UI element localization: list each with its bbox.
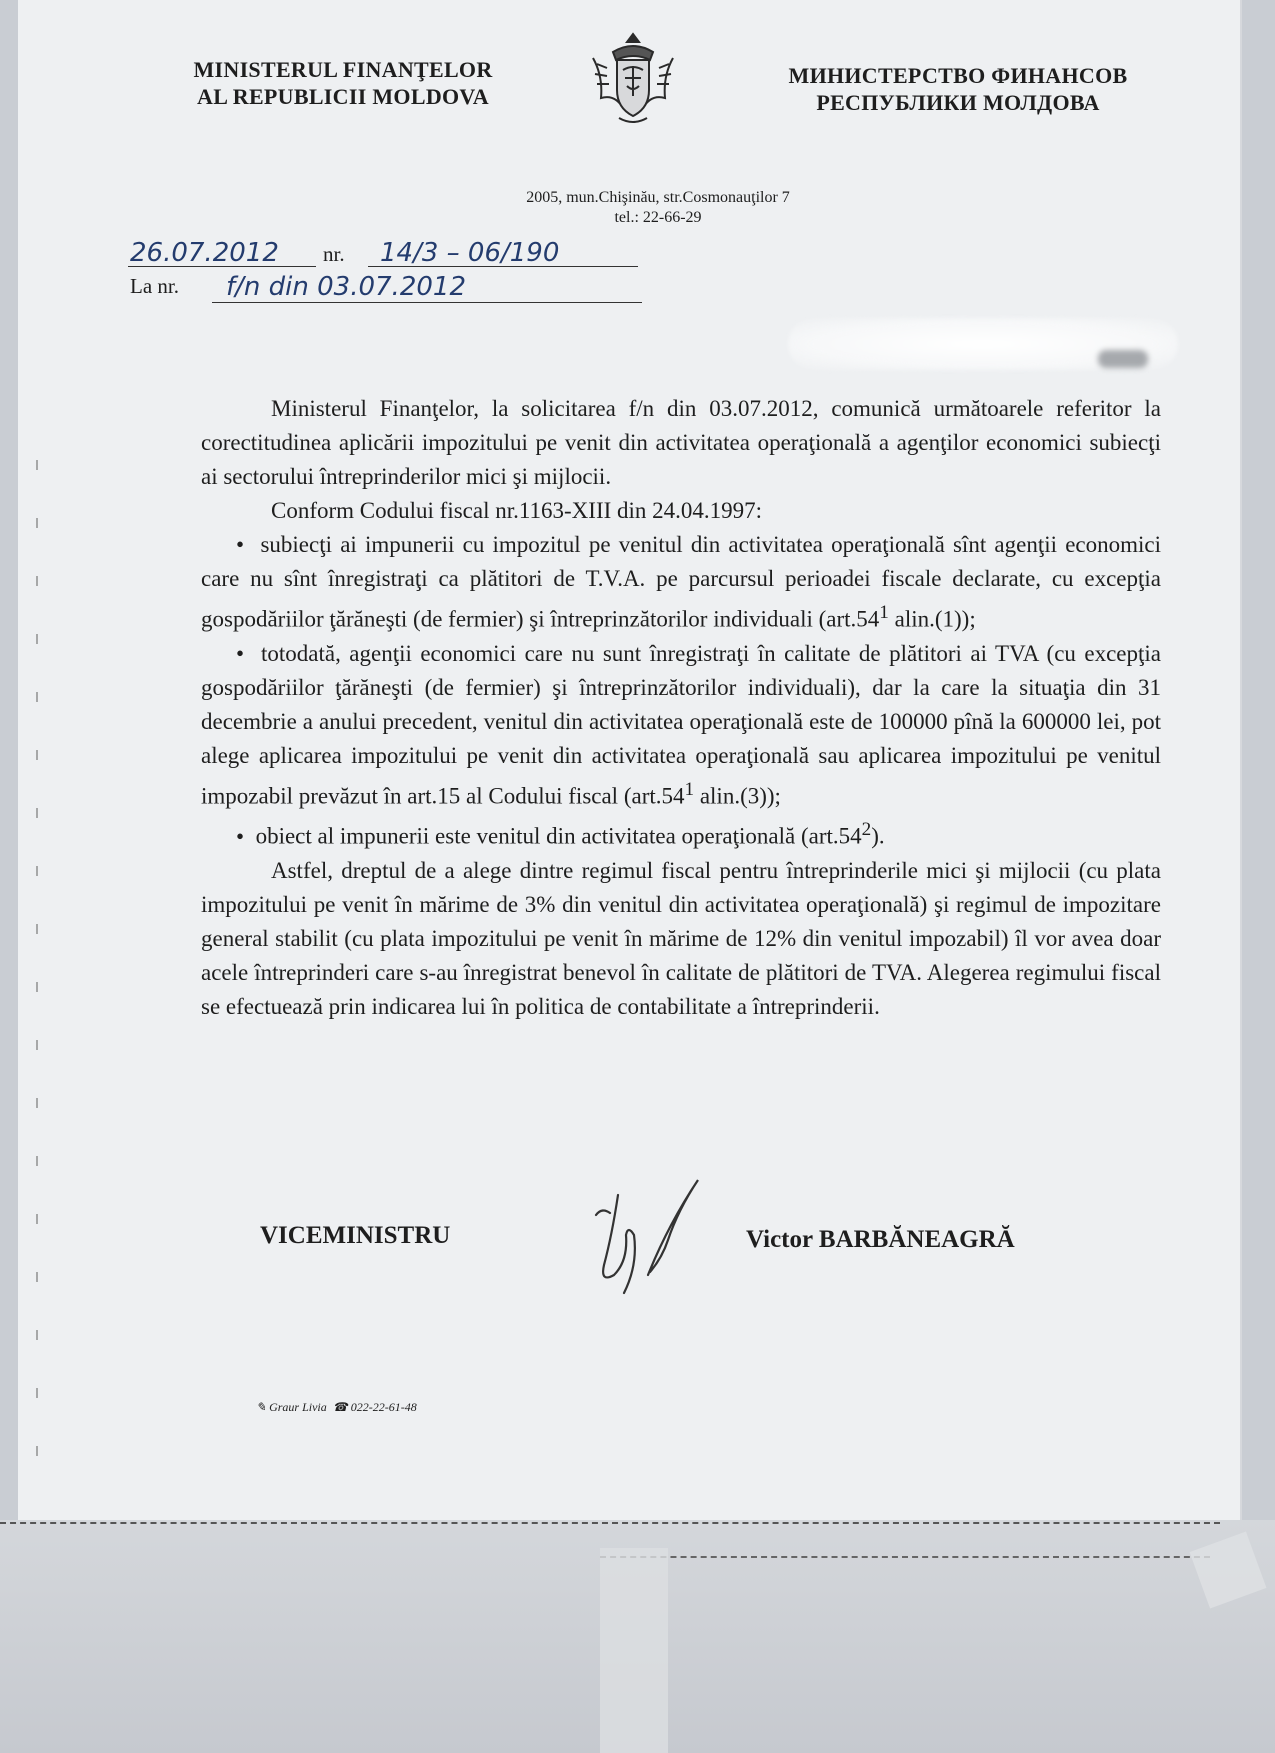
nr-label: nr. [323,242,345,266]
header-ro-line1: MINISTERUL FINANŢELOR [193,57,493,82]
bullet-3-end: ). [871,823,885,849]
number-underline [368,266,638,267]
executor-name: Graur Livia [269,1400,327,1414]
header-romanian [163,56,523,110]
header-ru-line2: РЕСПУБЛИКИ МОЛДОВА [816,90,1100,115]
phone-icon: ☎ [332,1400,348,1414]
address-block [438,188,878,228]
bullet-2-sup: 1 [684,778,695,800]
bullet-2-end: alin.(3)); [694,783,781,809]
scan-edge-marks [36,460,38,1460]
perforation-line-lower [600,1556,1210,1558]
bullet-item-3 [201,813,1161,854]
signatory-title: VICEMINISTRU [260,1222,451,1249]
phone-line: tel.: 22-66-29 [614,209,702,226]
document-page [18,0,1240,1520]
paragraph-intro: Ministerul Finanţelor, la solicitarea f/n din 03.07.2012, comunică următoarele referitor la corectitudinea aplicării impozitului pe venit din activitatea operaţională a agenţilor economici subiecţi ai sectorului întreprinderilor mici şi mijlocii. [201,396,1161,489]
signatory-name: Victor BARBĂNEAGRĂ [746,1226,1015,1253]
header-ro-line2: AL REPUBLICII MOLDOVA [197,84,489,109]
paragraph-code-reference: Conform Codului fiscal nr.1163-XIII din 24.04.1997: [271,498,763,523]
letter-body [201,392,1161,1024]
executor-footer [256,1400,417,1415]
outgoing-number: 14/3 – 06/190 [380,238,560,268]
outgoing-date: 26.07.2012 [130,238,279,268]
perforation-line [0,1522,1220,1524]
incoming-underline [212,302,642,303]
bullet-item-2 [201,637,1161,814]
header-russian [753,62,1163,116]
paragraph-conclusion: Astfel, dreptul de a alege dintre regimul fiscal pentru întreprinderile mici şi mijlocii (cu plata impozitului pe venit în mărime de 3% din venitul din activitatea operaţională) şi regimul de impozitare general stabilit (cu plata impozitului pe venit în mărime de 12% din venitul impozabil) îl vor avea doar acele întreprinderi care s-au înregistrat benevol în calitate de plătitori de TVA. Alegerea regimului fiscal se efectuează prin indicarea lui în politica de contabilitate a întreprinderii. [201,857,1161,1019]
bullet-1-text: subiecţi ai impunerii cu impozitul pe venitul din activitatea operaţională sînt agenţii economici care nu sînt înregistraţi ca plătitori de T.V.A. pe parcursul perioadei fiscale declarate, cu excepţia gospodăriilor ţărăneşti (de fermier) şi întreprinzătorilor individuali (art.54 [201,532,1161,632]
stain-mark [1098,350,1148,368]
incoming-reference: f/n din 03.07.2012 [226,272,466,302]
bullet-2-text: totodată, agenţii economici care nu sunt înregistraţi în calitate de plătitori ai TVA (cu excepţia gospodăriilor ţărăneşti (de fermier) şi întreprinzătorilor individuali), dar la care la situaţia din 31 decembrie a anului precedent, venitul din activitatea operaţională este de 100000 pînă la 600000 lei, pot alege aplicarea impozitului pe venit din activitatea operaţională sau aplicarea impozitului pe venitul impozabil prevăzut în art.15 al Codului fiscal (art.54 [201,640,1161,809]
executor-phone: 022-22-61-48 [350,1400,417,1414]
bullet-3-sup: 2 [861,819,872,841]
la-nr-label: La nr. [130,274,179,298]
pen-icon: ✎ [256,1400,267,1414]
bullet-1-sup: 1 [879,602,889,623]
date-underline [128,266,316,267]
header-ru-line1: МИНИСТЕРСТВО ФИНАНСОВ [788,63,1128,88]
bullet-item-1 [201,528,1161,637]
tape-strip [600,1548,668,1753]
handwritten-signature [588,1175,728,1295]
bullet-1-end: alin.(1)); [888,606,976,632]
bullet-3-text: obiect al impunerii este venitul din activitatea operaţională (art.54 [255,823,862,849]
moldova-coat-of-arms-icon [583,30,683,130]
address-line: 2005, mun.Chişinău, str.Cosmonauţilor 7 [526,189,790,206]
